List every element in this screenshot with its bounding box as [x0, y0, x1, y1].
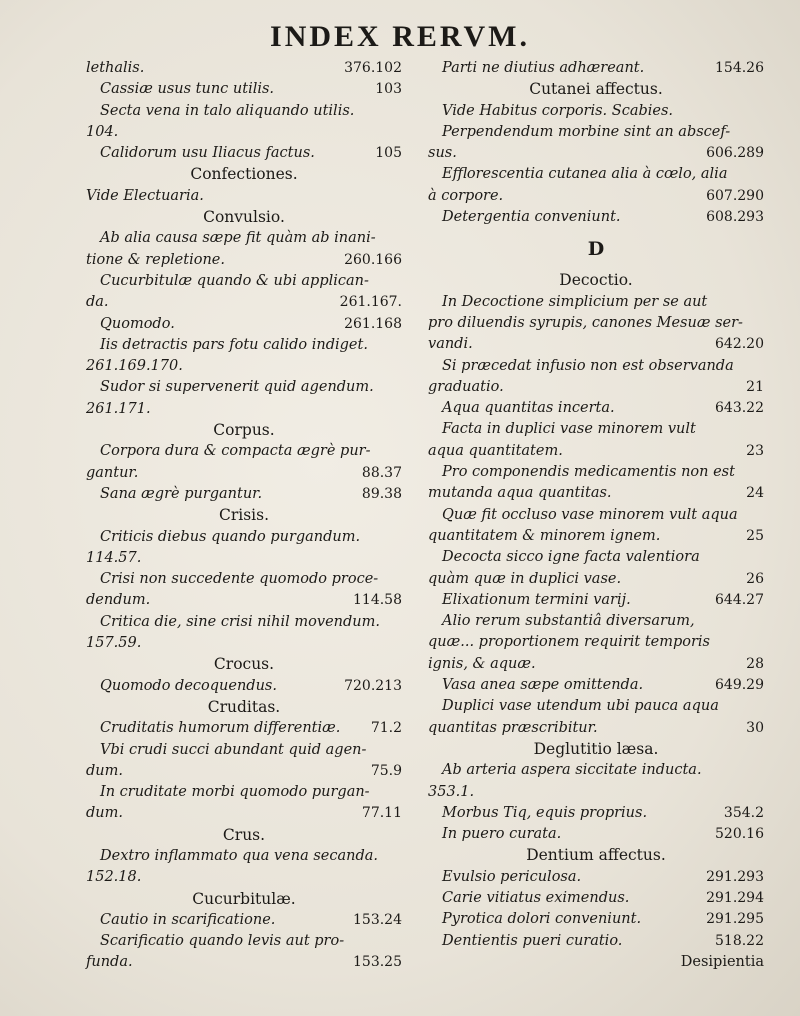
index-entry-line [428, 377, 764, 398]
index-heading [86, 889, 402, 910]
catchword [428, 952, 764, 973]
index-entry-line-text: Scarificatio quando levis aut pro- [100, 933, 345, 950]
index-heading-text: Confectiones. [190, 165, 298, 184]
index-entry-line-text: Calidorum usu Iliacus factus. [100, 145, 315, 162]
index-entry-line-text: Ab arteria aspera siccitate inducta. [442, 762, 702, 779]
index-entry-line-text: quantitas præscribitur. [428, 719, 598, 736]
index-entry-line [428, 803, 764, 824]
page-reference: 354.2 [723, 804, 764, 821]
index-heading-text: Corpus. [213, 421, 275, 440]
index-entry-line-text: Quæ fit occluso vase minorem vult aqua [442, 506, 738, 523]
index-entry-line-text: Si præcedat infusio non est observanda [442, 357, 734, 374]
page-reference: 644.27 [715, 591, 764, 608]
index-entry-line-text: In Decoctione simplicium per se aut [442, 293, 708, 310]
index-entry-line [428, 931, 764, 952]
index-entry-line [428, 292, 764, 313]
index-entry-line-text: mutanda aqua quantitas. [428, 485, 612, 502]
index-entry-line [428, 675, 764, 696]
index-entry-line [428, 782, 764, 803]
index-entry-line-text: Ab alia causa sæpe fit quàm ab inani- [100, 230, 376, 247]
index-entry-line [428, 505, 764, 526]
index-entry-line-text: In puero curata. [442, 826, 562, 843]
page-reference: 518.22 [715, 932, 764, 949]
index-entry-line [428, 547, 764, 568]
index-entry-line [428, 143, 764, 164]
index-entry-line [428, 122, 764, 143]
page-reference: 21 [746, 378, 764, 395]
index-entry-line-text: 157.59. [86, 635, 142, 652]
index-entry-line-text: Carie vitiatus eximendus. [442, 889, 630, 906]
index-entry-line [428, 441, 764, 462]
index-entry-line [428, 483, 764, 504]
index-entry-line-text: Facta in duplici vase minorem vult [442, 421, 696, 438]
index-entry-line [86, 803, 402, 824]
index-entry-line [428, 611, 764, 632]
page-reference: 261.168 [344, 315, 402, 332]
index-entry-line-text: dum. [86, 805, 123, 822]
index-heading-text: Crisis. [218, 506, 270, 525]
index-entry-line [428, 186, 764, 207]
index-heading-text: Dentium affectus. [526, 846, 666, 865]
index-entry-line-text: 104. [86, 123, 119, 140]
index-entry-line [86, 846, 402, 867]
index-entry-line [86, 931, 402, 952]
index-entry-line [428, 58, 764, 79]
index-entry-line [428, 824, 764, 845]
page-reference: 30 [746, 719, 764, 736]
page-reference: 520.16 [715, 826, 764, 843]
index-entry-line-text: quæ... proportionem requirit temporis [428, 634, 710, 651]
page-reference: 25 [746, 527, 764, 544]
index-entry-line [86, 356, 402, 377]
index-heading [86, 505, 402, 526]
index-entry-line [428, 462, 764, 483]
page-reference: 720.213 [344, 677, 402, 694]
index-entry-line [86, 761, 402, 782]
index-entry-line [86, 910, 402, 931]
page-header: INDEX RERVM. [270, 20, 530, 53]
index-heading [86, 825, 402, 846]
page-reference: 75.9 [370, 762, 402, 779]
index-entry-line-text: Dentientis pueri curatio. [442, 932, 623, 949]
index-entry-line-text: Elixationum termini varij. [442, 591, 631, 608]
index-entry-line-text: tione & repletione. [86, 251, 225, 268]
index-entry-line-text: Aqua quantitas incerta. [442, 400, 615, 417]
index-entry-line-text: quantitatem & minorem ignem. [428, 527, 661, 544]
page-reference: 114.58 [353, 592, 402, 609]
page-reference: 154.26 [715, 60, 764, 76]
index-heading-text: Cruditas. [207, 697, 281, 716]
index-entry-line-text: dum. [86, 762, 123, 779]
index-entry-line [86, 590, 402, 611]
page-reference: 28 [746, 655, 764, 672]
index-entry-line-text: In cruditate morbi quomodo purgan- [100, 784, 370, 801]
index-entry-line [86, 484, 402, 505]
index-entry-line [428, 654, 764, 675]
index-entry-line-text: Secta vena in talo aliquando utilis. [100, 102, 355, 119]
index-entry-line-text: Crisi non succedente quomodo proce- [100, 571, 379, 588]
index-entry-line-text: sus. [428, 145, 457, 162]
index-entry-line [428, 718, 764, 739]
index-entry-line-text: vandi. [428, 336, 473, 353]
index-entry-line-text: Parti ne diutius adhæreant. [442, 60, 645, 76]
page-reference: 88.37 [361, 464, 402, 481]
page-reference: 153.25 [353, 954, 402, 971]
index-entry-line-text: Cucurbitulæ quando & ubi applican- [100, 272, 369, 289]
index-entry-line-text: Vide Electuaria. [86, 187, 204, 204]
index-entry-line [428, 888, 764, 909]
index-entry-line [86, 399, 402, 420]
index-entry-line-text: Sana ægrè purgantur. [100, 485, 263, 502]
index-entry-line-text: Dextro inflammato qua vena secanda. [100, 847, 378, 864]
index-entry-line [428, 569, 764, 590]
index-entry-line [86, 122, 402, 143]
index-entry-line [428, 398, 764, 419]
index-entry-line-text: Perpendendum morbine sint an abscef- [442, 123, 731, 140]
index-entry-line-text: Iis detractis pars fotu calido indiget. [100, 336, 368, 353]
section-letter-text: D [587, 238, 605, 261]
index-entry-line-text: Efflorescentia cutanea alia à cœlo, alia [442, 166, 728, 183]
page-reference: 608.293 [706, 209, 764, 226]
index-entry-line-text: 261.171. [86, 400, 151, 417]
index-entry-line-text: Corpora dura & compacta ægrè pur- [100, 443, 371, 460]
page-reference: 103 [375, 81, 402, 98]
page-reference: 291.295 [706, 911, 764, 928]
index-entry-line-text: ignis, & aquæ. [428, 655, 536, 672]
index-entry-line-text: Evulsio periculosa. [442, 868, 582, 885]
page-reference: 642.20 [715, 336, 764, 353]
index-entry-line-text: da. [86, 294, 109, 311]
catchword-text: Desipientia [680, 953, 764, 970]
index-entry-line-text: quàm quæ in duplici vase. [428, 570, 622, 587]
index-entry-line-text: Morbus Tiq, equis proprius. [442, 804, 648, 821]
index-entry-line [428, 590, 764, 611]
page-reference: 649.29 [715, 677, 764, 694]
page-reference: 261.167. [339, 294, 402, 311]
index-entry-line-text: graduatio. [428, 378, 504, 395]
index-entry-line [86, 527, 402, 548]
index-entry-line-text: 152.18. [86, 869, 142, 886]
index-entry-line-text: Vasa anea sæpe omittenda. [442, 677, 644, 694]
index-column-right [428, 58, 764, 973]
index-entry-line [86, 676, 402, 697]
index-entry-line-text: lethalis. [86, 60, 145, 76]
index-heading [86, 654, 402, 675]
index-entry-line [428, 356, 764, 377]
index-entry-line [86, 952, 402, 973]
page-reference: 643.22 [715, 400, 764, 417]
index-entry-line-text: Detergentia conveniunt. [442, 209, 621, 226]
index-heading [86, 420, 402, 441]
index-entry-line [428, 867, 764, 888]
page-reference: 291.294 [706, 889, 764, 906]
index-entry-line-text: gantur. [86, 464, 139, 481]
index-entry-line [86, 612, 402, 633]
index-entry-line [86, 101, 402, 122]
index-heading-text: Deglutitio læsa. [533, 739, 659, 758]
index-entry-line-text: Critica die, sine crisi nihil movendum. [100, 613, 380, 630]
page-reference: 23 [746, 442, 764, 459]
page-reference: 291.293 [706, 868, 764, 885]
index-entry-line-text: Alio rerum substantiâ diversarum, [442, 613, 695, 630]
index-entry-line-text: Quomodo decoquendus. [100, 677, 277, 694]
index-entry-line-text: Cautio in scarificatione. [100, 911, 276, 928]
index-entry-line [428, 313, 764, 334]
index-entry-line [86, 250, 402, 271]
index-entry-line [86, 718, 402, 739]
index-entry-line [86, 314, 402, 335]
page-reference: 607.290 [706, 187, 764, 204]
index-entry-line [428, 207, 764, 228]
index-entry-line-text: 261.169.170. [86, 358, 183, 375]
section-letter [428, 228, 764, 270]
page-reference: 606.289 [706, 145, 764, 162]
index-heading [428, 79, 764, 100]
index-entry-line [86, 463, 402, 484]
index-entry-line [428, 760, 764, 781]
index-entry-line-text: aqua quantitatem. [428, 442, 563, 459]
index-entry-line [428, 419, 764, 440]
index-entry-line [86, 228, 402, 249]
page-reference: 260.166 [344, 251, 402, 268]
index-entry-line-text: Pyrotica dolori conveniunt. [442, 911, 642, 928]
index-entry-line [86, 58, 402, 79]
index-heading [86, 207, 402, 228]
index-entry-line-text: funda. [86, 954, 133, 971]
index-entry-line-text: Pro componendis medicamentis non est [442, 464, 735, 481]
index-entry-line [86, 740, 402, 761]
index-entry-line-text: Criticis diebus quando purgandum. [100, 528, 361, 545]
page-reference: 26 [746, 570, 764, 587]
index-entry-line-text: Sudor si supervenerit quid agendum. [100, 379, 374, 396]
index-entry-line [428, 632, 764, 653]
index-entry-line-text: dendum. [86, 592, 151, 609]
index-entry-line-text: Vide Habitus corporis. Scabies. [442, 102, 674, 119]
index-heading-text: Cucurbitulæ. [192, 889, 296, 908]
index-entry-line [428, 334, 764, 355]
index-entry-line [86, 292, 402, 313]
page-reference: 89.38 [361, 485, 402, 502]
page-reference: 153.24 [353, 911, 402, 928]
index-entry-line-text: Cruditatis humorum differentiæ. [100, 720, 341, 737]
index-entry-line-text: Quomodo. [100, 315, 175, 332]
index-entry-line [86, 548, 402, 569]
page-reference: 71.2 [370, 720, 402, 737]
index-heading [86, 164, 402, 185]
index-entry-line [428, 909, 764, 930]
index-heading-text: Convulsio. [203, 208, 285, 227]
index-heading [86, 697, 402, 718]
index-entry-line [86, 633, 402, 654]
index-column-left [86, 58, 402, 974]
index-entry-line-text: 353.1. [428, 783, 475, 800]
index-entry-line [86, 79, 402, 100]
index-entry-line [428, 696, 764, 717]
index-entry-line-text: Vbi crudi succi abundant quid agen- [100, 741, 367, 758]
index-entry-line-text: Duplici vase utendum ubi pauca aqua [442, 698, 719, 715]
index-entry-line [428, 164, 764, 185]
page-reference: 105 [375, 145, 402, 162]
index-entry-line [86, 143, 402, 164]
index-entry-line-text: 114.57. [86, 549, 142, 566]
index-entry-line-text: à corpore. [428, 187, 504, 204]
index-heading-text: Decoctio. [559, 271, 633, 290]
index-entry-line-text: Decocta sicco igne facta valentiora [442, 549, 700, 566]
index-entry-line [86, 782, 402, 803]
index-heading-text: Crocus. [213, 655, 275, 674]
index-entry-line [86, 271, 402, 292]
index-entry-line [86, 335, 402, 356]
index-heading-text: Crus. [222, 825, 266, 844]
index-heading-text: Cutanei affectus. [529, 80, 663, 99]
index-heading [428, 845, 764, 866]
index-heading [428, 270, 764, 291]
index-entry-line [86, 377, 402, 398]
index-entry-line [428, 526, 764, 547]
index-entry-line [428, 101, 764, 122]
page-reference: 376.102 [344, 60, 402, 76]
index-entry-line [86, 441, 402, 462]
index-entry-line [86, 867, 402, 888]
index-entry-line-text: pro diluendis syrupis, canones Mesuæ ser- [428, 314, 743, 331]
page-reference: 77.11 [361, 805, 402, 822]
index-entry-line [86, 569, 402, 590]
index-heading [428, 739, 764, 760]
index-entry-line [86, 186, 402, 207]
index-entry-line-text: Cassiæ usus tunc utilis. [100, 81, 275, 98]
page-reference: 24 [746, 485, 764, 502]
